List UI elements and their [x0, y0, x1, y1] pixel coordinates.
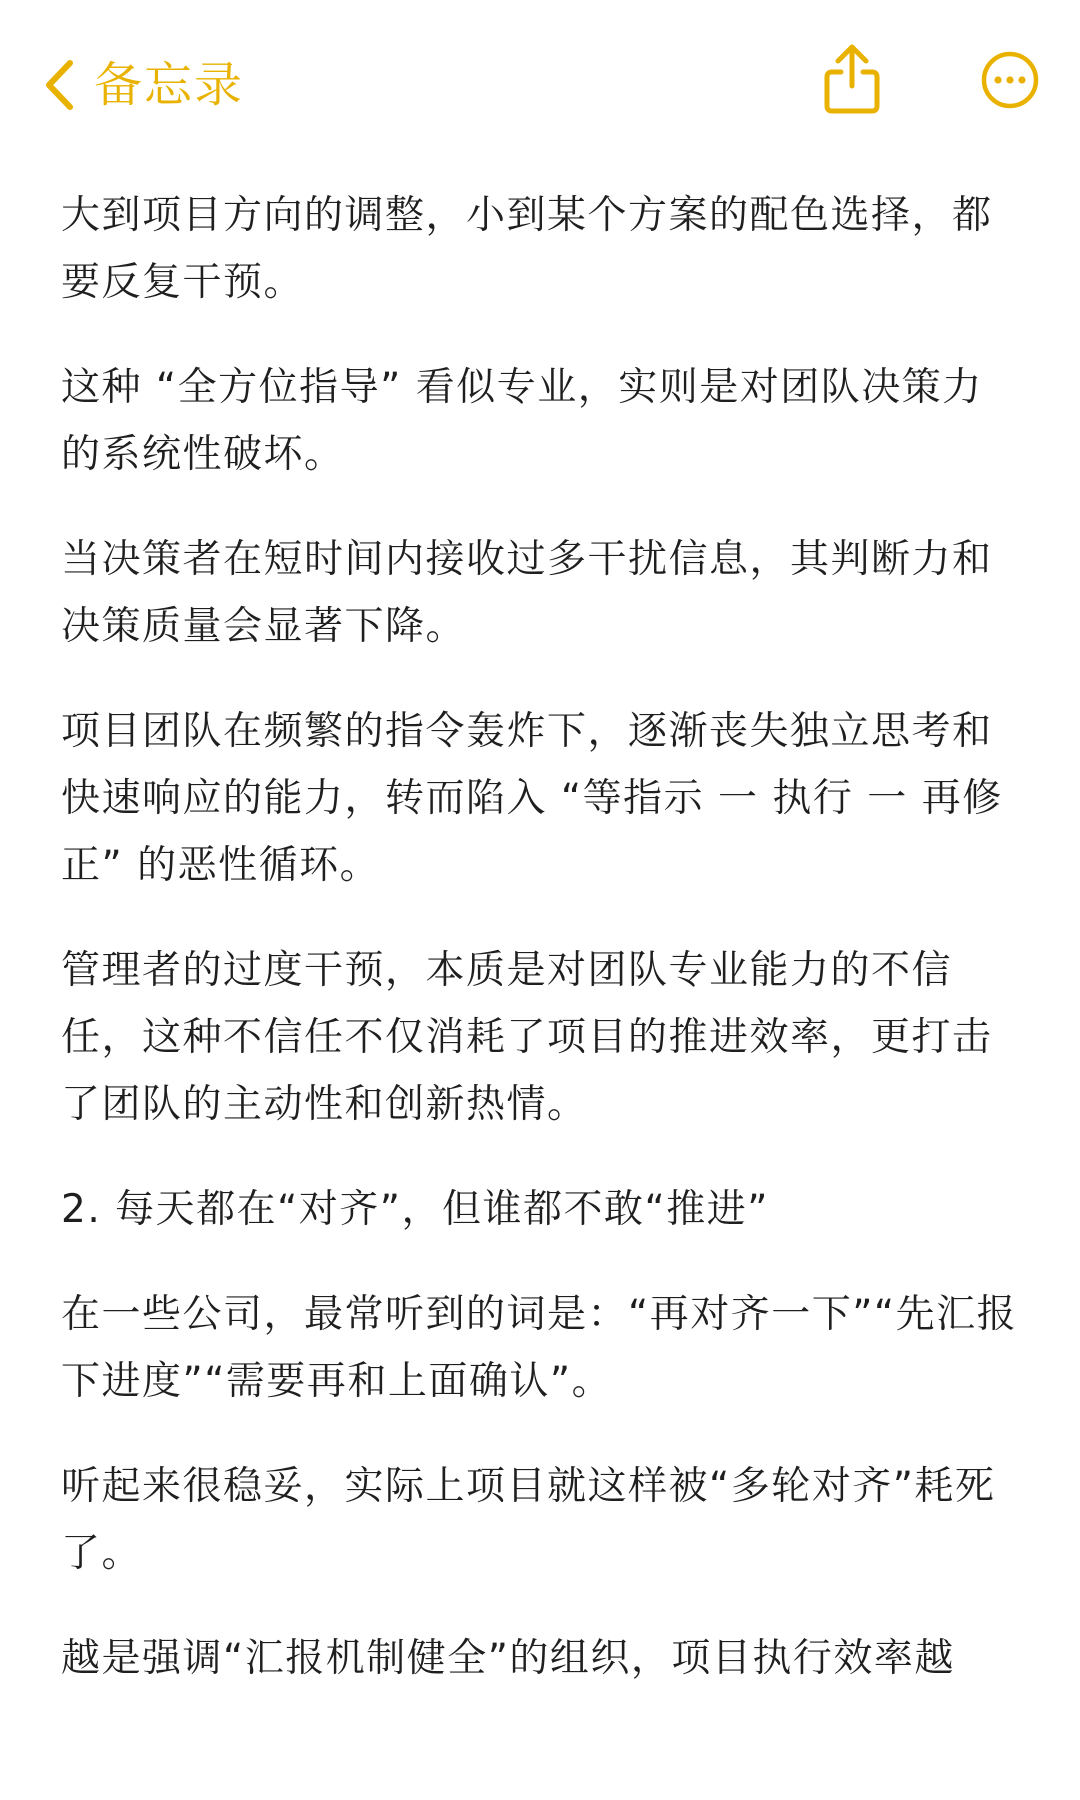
navigation-bar — [0, 0, 1080, 150]
back-button[interactable] — [44, 50, 244, 120]
more-button[interactable] — [980, 50, 1040, 110]
note-paragraph: 大到项目方向的调整，小到某个方案的配色选择，都要反复干预。 — [61, 193, 993, 305]
note-heading: 2. 每天都在“对齐”，但谁都不敢“推进” — [61, 1187, 769, 1232]
note-paragraph: 项目团队在频繁的指令轰炸下，逐渐丧失独立思考和快速响应的能力，转而陷入 “等指示 一 执行 一 再修正” 的恶性循环。 — [61, 709, 1003, 888]
more-icon — [980, 95, 1040, 114]
note-paragraph: 在一些公司，最常听到的词是：“再对齐一下”“先汇报下进度”“需要再和上面确认”。 — [61, 1292, 1018, 1404]
note-body[interactable] — [61, 182, 1021, 1730]
note-paragraph: 这种 “全方位指导” 看似专业，实则是对团队决策力的系统性破坏。 — [61, 365, 983, 477]
share-button[interactable] — [822, 42, 882, 116]
note-paragraph: 管理者的过度干预，本质是对团队专业能力的不信任，这种不信任不仅消耗了项目的推进效率，更打击了团队的主动性和创新热情。 — [61, 948, 993, 1127]
chevron-left-icon — [44, 59, 74, 111]
note-paragraph: 听起来很稳妥，实际上项目就这样被“多轮对齐”耗死了。 — [61, 1464, 996, 1576]
note-paragraph: 越是强调“汇报机制健全”的组织，项目执行效率越 — [61, 1636, 955, 1681]
note-paragraph: 当决策者在短时间内接收过多干扰信息，其判断力和决策质量会显著下降。 — [61, 537, 993, 649]
share-icon — [822, 101, 882, 120]
back-button-label: 备忘录 — [94, 57, 245, 113]
